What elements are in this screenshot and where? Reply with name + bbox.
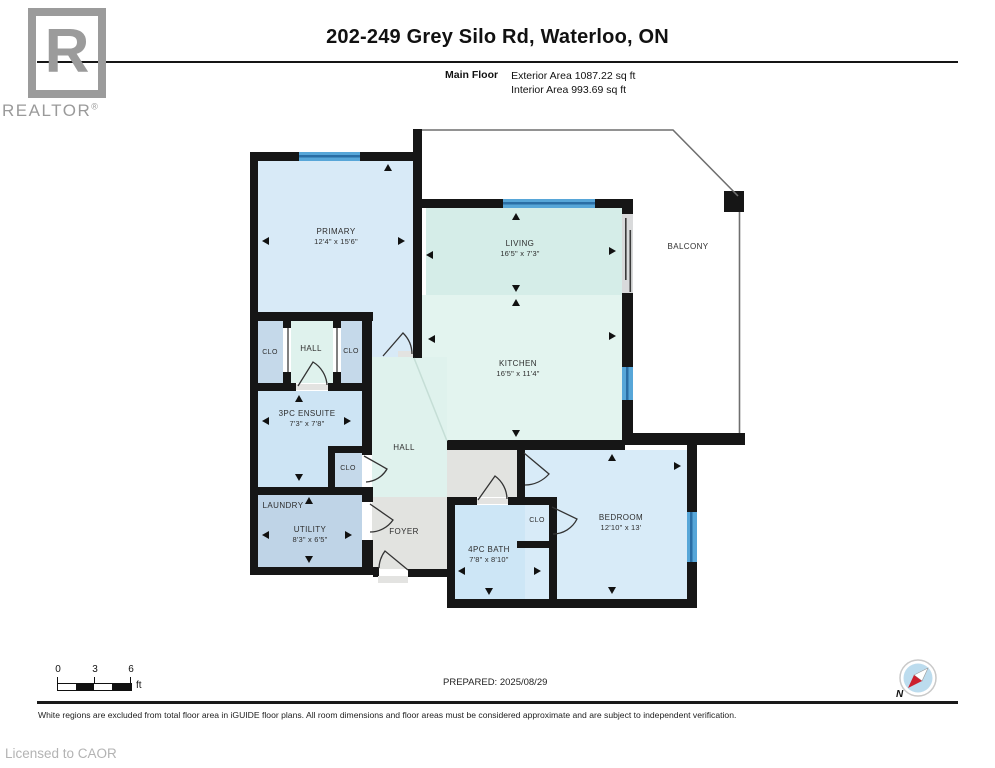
scale-unit: ft bbox=[136, 680, 142, 691]
compass-north-label: N bbox=[896, 689, 904, 700]
hall-kitchen-divider bbox=[414, 358, 447, 441]
scale-tick-3: 3 bbox=[92, 664, 98, 675]
patio-slider-door bbox=[622, 214, 633, 293]
scale-tick-0: 0 bbox=[55, 664, 61, 675]
realtor-logo-letter: R bbox=[44, 17, 90, 86]
registered-mark: ® bbox=[91, 101, 100, 112]
exterior-area: Exterior Area 1087.22 sq ft bbox=[511, 70, 636, 82]
label-bedroom: BEDROOM 12'10" x 13' bbox=[598, 513, 644, 532]
label-clo-right: CLO bbox=[343, 348, 359, 355]
label-primary: PRIMARY 12'4" x 15'6" bbox=[314, 227, 358, 246]
disclaimer-text: White regions are excluded from total floor area in iGUIDE floor plans. All room dimensions and floor areas must be considered approximate and are subject to independent verification. bbox=[38, 710, 737, 720]
label-utility: UTILITY 8'3" x 6'5" bbox=[292, 525, 328, 544]
label-kitchen: KITCHEN 16'5" x 11'4" bbox=[496, 359, 540, 378]
label-hall-center: HALL bbox=[393, 443, 415, 452]
interior-area: Interior Area 993.69 sq ft bbox=[511, 84, 627, 96]
floor-label: Main Floor bbox=[445, 69, 499, 81]
label-hall-top: HALL bbox=[300, 344, 322, 353]
label-ensuite: 3PC ENSUITE 7'3" x 7'8" bbox=[278, 409, 336, 428]
label-laundry: LAUNDRY bbox=[262, 501, 304, 510]
prepared-date: PREPARED: 2025/08/29 bbox=[443, 677, 548, 688]
label-bath: 4PC BATH 7'8" x 8'10" bbox=[468, 545, 510, 564]
page-title: 202-249 Grey Silo Rd, Waterloo, ON bbox=[326, 26, 669, 48]
licensed-to: Licensed to CAOR bbox=[5, 746, 117, 761]
label-clo-ensuite: CLO bbox=[340, 465, 356, 472]
scale-tick-6: 6 bbox=[128, 664, 134, 675]
realtor-wordmark: REALTOR® bbox=[2, 101, 100, 120]
label-clo-bath: CLO bbox=[529, 517, 545, 524]
label-clo-left: CLO bbox=[262, 349, 278, 356]
label-foyer: FOYER bbox=[389, 527, 419, 536]
label-living: LIVING 16'5" x 7'3" bbox=[500, 239, 540, 258]
balcony-outline bbox=[422, 130, 740, 433]
label-balcony: BALCONY bbox=[667, 242, 709, 251]
